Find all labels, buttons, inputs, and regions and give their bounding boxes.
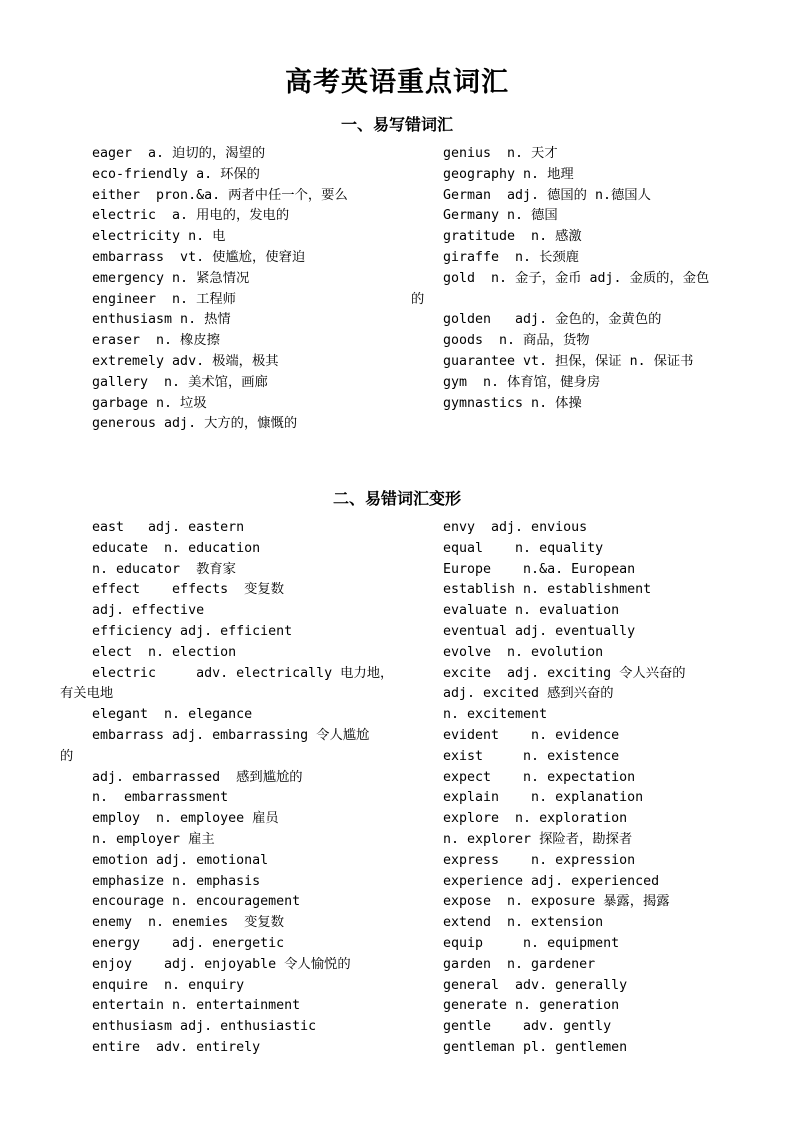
vocab-line: exist n. existence	[443, 748, 620, 764]
vocab-line: either pron.&a. 两者中任一个，要么	[92, 187, 348, 203]
page-title: 高考英语重点词汇	[285, 67, 509, 98]
vocab-line-wrap: 的	[411, 291, 425, 307]
vocab-line: adj. embarrassed 感到尴尬的	[92, 769, 303, 785]
vocab-line: eraser n. 橡皮擦	[92, 333, 220, 349]
vocab-line: emergency n. 紧急情况	[92, 270, 250, 286]
vocab-line: garbage n. 垃圾	[92, 395, 207, 411]
vocab-line: efficiency adj. efficient	[92, 623, 293, 639]
section-1-left-column	[60, 144, 420, 435]
vocab-line: gallery n. 美术馆，画廊	[92, 374, 268, 390]
vocab-line: gratitude n. 感激	[443, 229, 582, 245]
vocab-line: evolve n. evolution	[443, 644, 604, 660]
vocab-line: entertain n. entertainment	[92, 998, 301, 1014]
vocab-line: expose n. exposure 暴露，揭露	[443, 894, 670, 910]
vocab-line: n. employer 雇主	[92, 831, 215, 847]
vocab-line: electricity n. 电	[92, 229, 226, 245]
vocab-line: explore n. exploration	[443, 811, 628, 827]
vocab-line: embarrass adj. embarrassing 令人尴尬	[92, 727, 370, 743]
vocab-line: elect n. election	[92, 644, 237, 660]
section-1-right-column	[411, 144, 771, 414]
vocab-line: emphasize n. emphasis	[92, 873, 261, 889]
vocab-line: gymnastics n. 体操	[443, 395, 582, 411]
vocab-line: expect n. expectation	[443, 769, 636, 785]
vocab-line-wrap: 有关电地	[60, 686, 114, 702]
vocab-line: n. embarrassment	[92, 790, 229, 806]
vocab-line-wrap: 的	[60, 748, 74, 764]
vocab-line: adj. effective	[92, 603, 205, 619]
section-1-heading: 一、易写错词汇	[340, 115, 453, 134]
vocab-line: extremely adv. 极端，极其	[92, 353, 279, 369]
vocab-line: extend n. extension	[443, 915, 604, 931]
vocab-line: guarantee vt. 担保，保证 n. 保证书	[443, 353, 694, 369]
vocab-line: enthusiasm n. 热情	[92, 312, 231, 328]
vocab-line: east adj. eastern	[92, 520, 245, 535]
vocab-line: electric adv. electrically 电力地，	[92, 665, 394, 681]
section-2-heading: 二、易错词汇变形	[332, 489, 461, 508]
vocab-line: effect effects 变复数	[92, 582, 284, 598]
vocab-line: equip n. equipment	[443, 935, 620, 951]
vocab-line: eco-friendly a. 环保的	[92, 166, 260, 182]
vocab-line: enemy n. enemies 变复数	[92, 915, 284, 931]
vocab-line: employ n. employee 雇员	[92, 811, 279, 827]
vocab-line: elegant n. elegance	[92, 707, 253, 723]
vocab-line: genius n. 天才	[443, 146, 558, 161]
vocab-line: explain n. explanation	[443, 790, 644, 806]
vocab-line: envy adj. envious	[443, 520, 588, 535]
vocab-line: experience adj. experienced	[443, 873, 660, 889]
vocab-line: educate n. education	[92, 540, 261, 556]
vocab-line: gentleman pl. gentlemen	[443, 1039, 628, 1055]
vocab-line: adj. excited 感到兴奋的	[443, 686, 614, 702]
section-2-right-column	[443, 518, 794, 1059]
vocab-line: electric a. 用电的，发电的	[92, 208, 290, 224]
vocab-line: embarrass vt. 使尴尬，使窘迫	[92, 249, 306, 265]
vocab-line: gym n. 体育馆，健身房	[443, 374, 601, 390]
vocab-line: enquire n. enquiry	[92, 977, 245, 993]
vocab-line: gold n. 金子，金币 adj. 金质的，金色	[443, 270, 710, 286]
vocab-line: evident n. evidence	[443, 727, 620, 743]
vocab-line: general adv. generally	[443, 977, 628, 993]
vocab-line: express n. expression	[443, 852, 636, 868]
vocab-line: eventual adj. eventually	[443, 623, 636, 639]
vocab-line: evaluate n. evaluation	[443, 603, 620, 619]
vocab-line: German adj. 德国的 n.德国人	[443, 187, 651, 203]
vocab-line: garden n. gardener	[443, 956, 596, 972]
vocab-line: goods n. 商品，货物	[443, 333, 590, 349]
vocab-line: Europe n.&a. European	[443, 561, 636, 577]
section-2-left-column	[60, 518, 420, 1059]
vocab-line: giraffe n. 长颈鹿	[443, 249, 579, 265]
vocab-line: excite adj. exciting 令人兴奋的	[443, 665, 686, 681]
vocab-line: entire adv. entirely	[92, 1039, 261, 1055]
vocab-line: encourage n. encouragement	[92, 894, 301, 910]
vocab-line: enjoy adj. enjoyable 令人愉悦的	[92, 956, 351, 972]
vocab-line: engineer n. 工程师	[92, 291, 236, 307]
vocab-line: geography n. 地理	[443, 166, 574, 182]
vocab-line: n. explorer 探险者，勘探者	[443, 831, 633, 847]
vocab-line: gentle adv. gently	[443, 1019, 612, 1035]
vocab-line: Germany n. 德国	[443, 208, 558, 224]
vocab-line: establish n. establishment	[443, 582, 652, 598]
vocab-line: golden adj. 金色的，金黄色的	[443, 312, 662, 328]
vocab-line: emotion adj. emotional	[92, 852, 269, 868]
vocab-line: generate n. generation	[443, 998, 620, 1014]
vocab-line: generous adj. 大方的，慷慨的	[92, 416, 298, 432]
vocab-line: energy adj. energetic	[92, 935, 285, 951]
vocab-line: equal n. equality	[443, 540, 604, 556]
vocab-line: n. educator 教育家	[92, 561, 236, 577]
vocab-line: eager a. 迫切的，渴望的	[92, 146, 266, 161]
vocab-line: n. excitement	[443, 707, 548, 723]
vocab-line: enthusiasm adj. enthusiastic	[92, 1019, 317, 1035]
